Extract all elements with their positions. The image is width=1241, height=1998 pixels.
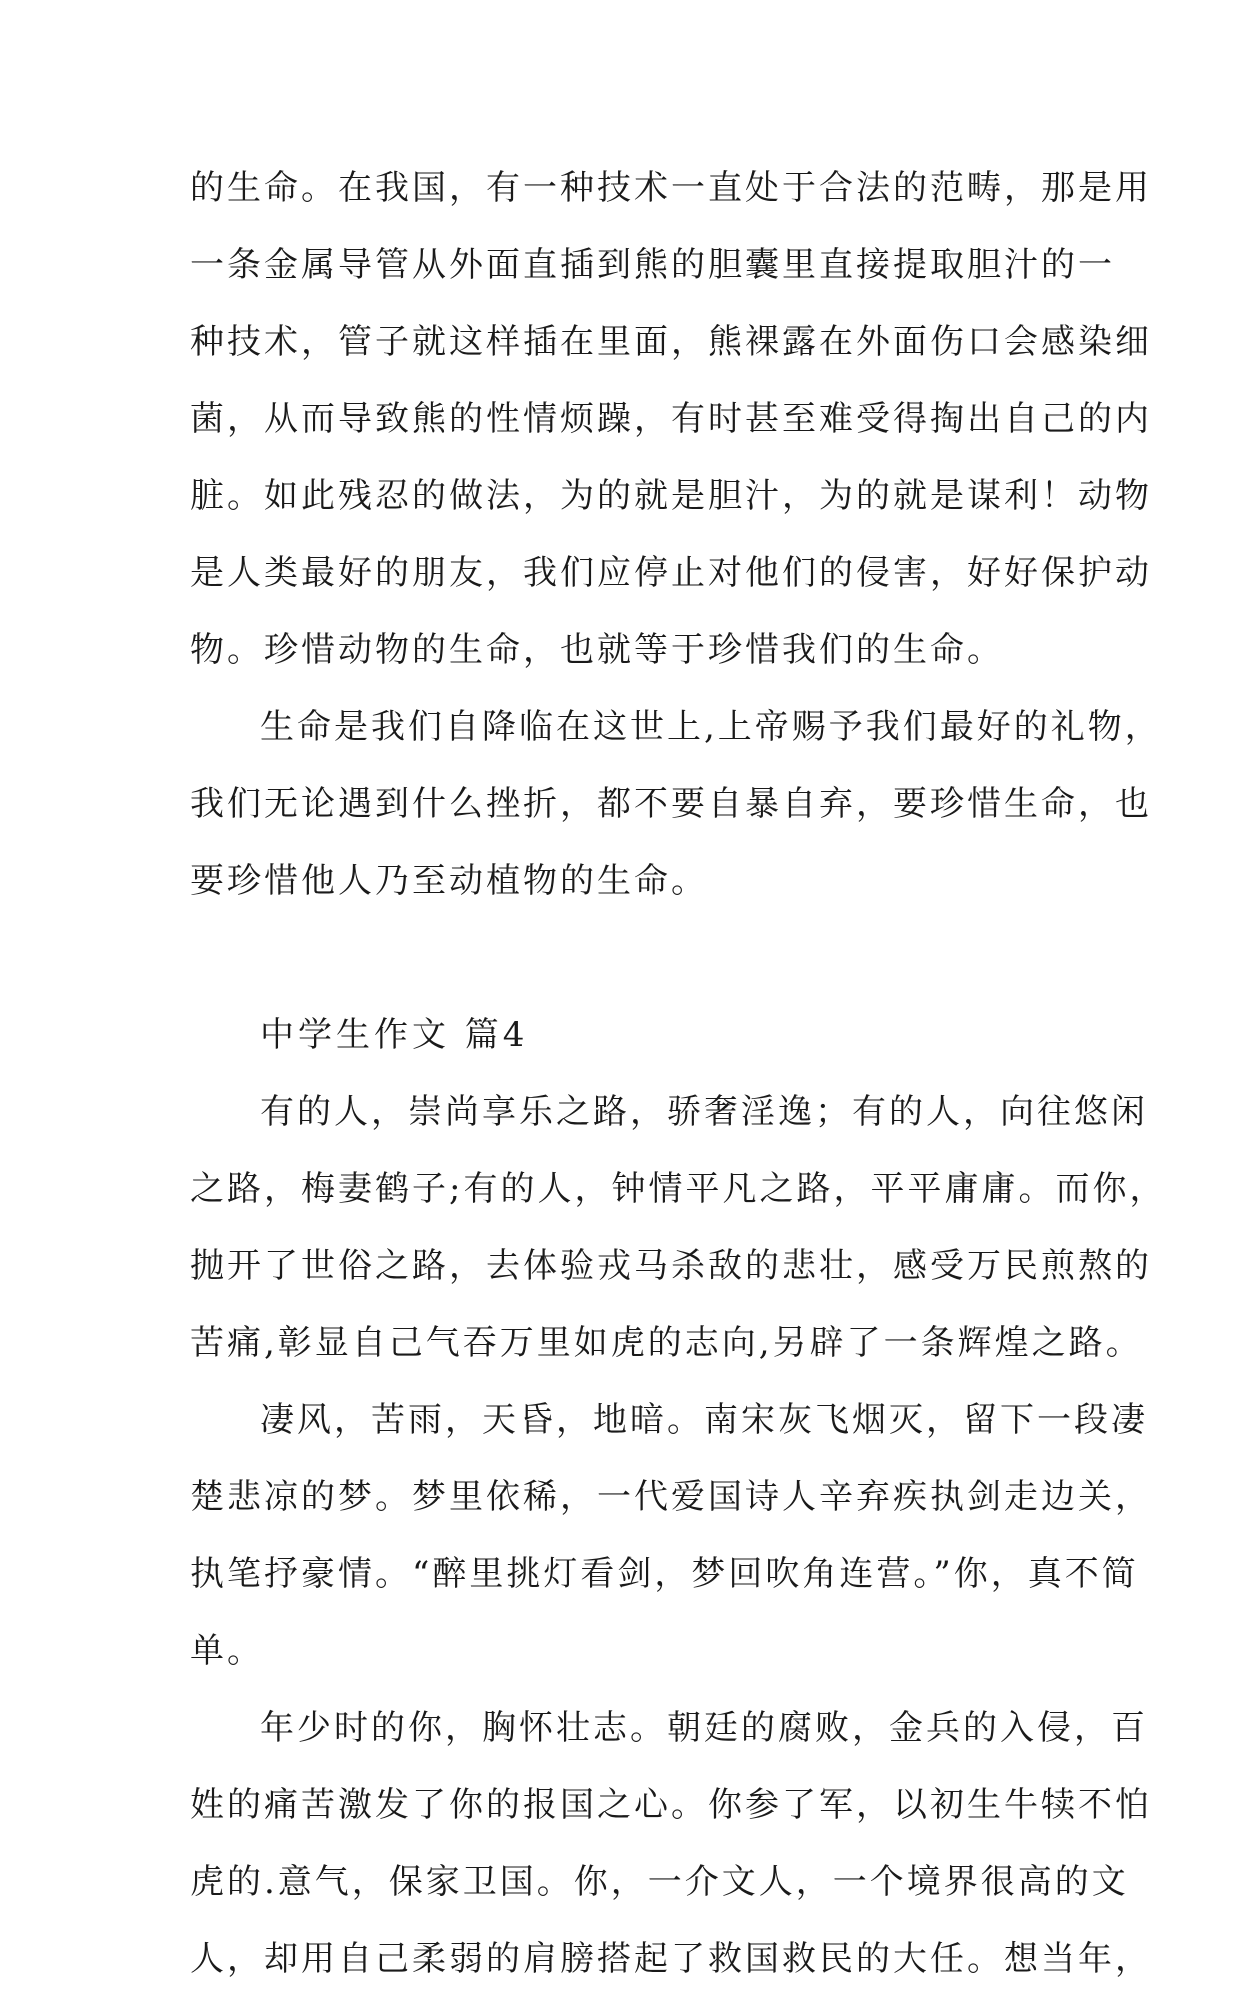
text-line: 菌，从而导致熊的性情烦躁，有时甚至难受得掏出自己的内 [190,399,1152,439]
document-body [190,150,1167,1998]
text-line: 执笔抒豪情。“醉里挑灯看剑，梦回吹角连营。”你，真不简 [190,1554,1139,1594]
text-line: 是人类最好的朋友，我们应停止对他们的侵害，好好保护动 [190,553,1152,593]
essay-heading: 中学生作文 篇4 [260,1015,529,1055]
text-line: 虎的.意气，保家卫国。你，一介文人，一个境界很高的文 [190,1862,1129,1902]
text-line: 物。珍惜动物的生命，也就等于珍惜我们的生命。 [190,630,1004,670]
paragraph-cherish-life [190,689,1162,920]
text-line: 姓的痛苦激发了你的报国之心。你参了军，以初生牛犊不怕 [190,1785,1152,1825]
text-line: 凄风，苦雨，天昏，地暗。南宋灰飞烟灭，留下一段凄 [260,1400,1148,1440]
text-line: 的生命。在我国，有一种技术一直处于合法的范畴，那是用 [190,168,1152,208]
paragraph-different-paths [190,1074,1167,1382]
text-line: 我们无论遇到什么挫折，都不要自暴自弃，要珍惜生命，也 [190,784,1152,824]
text-line: 单。 [190,1631,264,1671]
text-line: 脏。如此残忍的做法，为的就是胆汁，为的就是谋利！动物 [190,476,1152,516]
section-gap [190,920,1060,997]
paragraph-animal-protection [190,150,1152,689]
text-line: 种技术，管子就这样插在里面，熊裸露在外面伤口会感染细 [190,322,1152,362]
text-line: 楚悲凉的梦。梦里依稀，一代爱国诗人辛弃疾执剑走边关， [190,1477,1152,1517]
text-line: 一条金属导管从外面直插到熊的胆囊里直接提取胆汁的一 [190,245,1115,285]
paragraph-youth [190,1690,1152,1998]
text-line: 要珍惜他人乃至动植物的生命。 [190,861,708,901]
text-line: 年少时的你，胸怀壮志。朝廷的腐败，金兵的入侵，百 [260,1708,1148,1748]
text-line: 生命是我们自降临在这世上,上帝赐予我们最好的礼物， [260,707,1162,747]
text-line: 人，却用自己柔弱的肩膀搭起了救国救民的大任。想当年， [190,1939,1152,1979]
text-line: 抛开了世俗之路，去体验戎马杀敌的悲壮，感受万民煎熬的 [190,1246,1152,1286]
paragraph-xin-qiji [190,1382,1152,1690]
text-line: 苦痛,彰显自己气吞万里如虎的志向,另辟了一条辉煌之路。 [190,1323,1143,1363]
text-line: 有的人，崇尚享乐之路，骄奢淫逸；有的人，向往悠闲 [260,1092,1148,1132]
text-line: 之路，梅妻鹤子;有的人，钟情平凡之路，平平庸庸。而你， [190,1169,1167,1209]
